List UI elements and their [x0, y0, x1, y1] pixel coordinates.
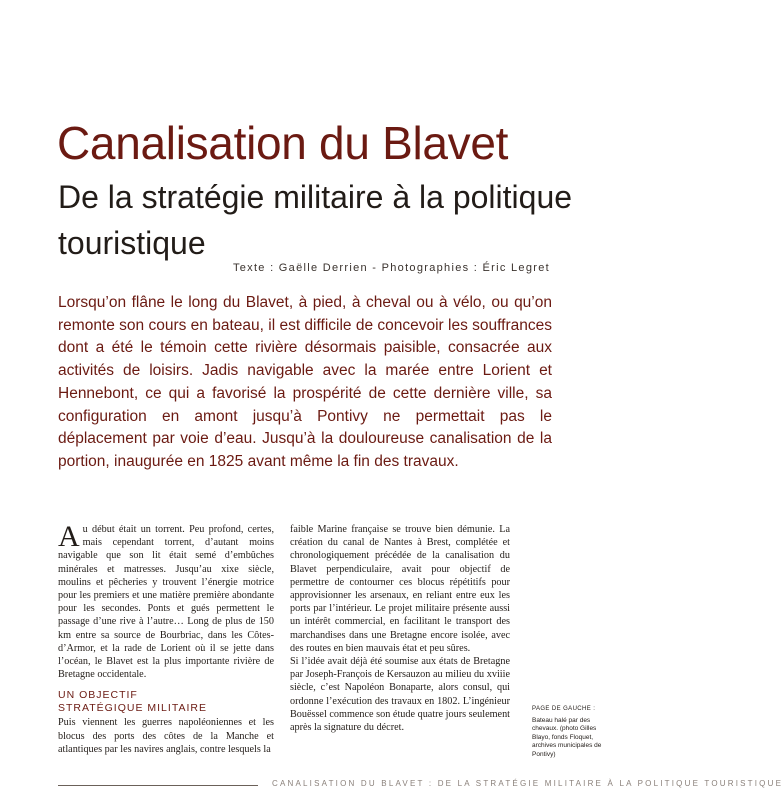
- drop-cap: A: [58, 520, 80, 553]
- section-heading-line: STRATÉGIQUE MILITAIRE: [58, 702, 207, 715]
- column-paragraph: Puis viennent les guerres napoléoniennes et les blocus des ports des côtes de la Manche et atlantiques par les navires anglais, contre lesquels la: [58, 717, 274, 755]
- section-heading: [58, 689, 274, 715]
- article-title: Canalisation du Blavet: [57, 116, 509, 169]
- column-paragraph: u début était un torrent. Peu profond, certes, mais cependant torrent, d’autant moins navigable que son lit était semé d’embûches minérales et matresses. Jusqu’au xixe siècle, moulins et pêcheries y trouvent l’énergie motrice pour les premiers et une matière première abondante pour les secondes. Ponts et gués permettent le passage d’une rive à l’autre… Long de plus de 150 km entre sa source de Bourbriac, dans les Côtes-d’Armor, et la rade de Lorient où il se jette dans l’océan, le Blavet est la plus importante rivière de Bretagne occidentale.: [58, 524, 274, 681]
- caption-heading: PAGE DE GAUCHE :: [532, 706, 596, 712]
- photo-caption: [532, 705, 610, 760]
- footer-rule: [58, 785, 258, 786]
- section-heading-line: UN OBJECTIF: [58, 689, 138, 702]
- caption-text: Bateau halé par des chevaux. (photo Gilles Blayo, fonds Floquet, archives municipales de Pontivy): [532, 716, 602, 758]
- text-column-right: [290, 523, 510, 734]
- running-footer: CANALISATION DU BLAVET : DE LA STRATÉGIE MILITAIRE À LA POLITIQUE TOURISTIQUE: [272, 779, 783, 788]
- article-subtitle: De la stratégie militaire à la politique touristique: [58, 178, 573, 261]
- credits-line: Texte : Gaëlle Derrien - Photographies : Éric Legret: [232, 262, 550, 274]
- intro-paragraph: Lorsqu’on flâne le long du Blavet, à pied, à cheval ou à vélo, ou qu’on remonte son cours en bateau, il est difficile de concevoir les souffrances dont a été le témoin cette rivière désormais paisible, consacrée aux activités de loisirs. Jadis navigable avec la marée entre Lorient et Hennebont, ce qui a favorisé la prospérité de cette dernière ville, sa configuration en amont jusqu’à Pontivy ne permettait pas le déplacement par voie d’eau. Jusqu’à la douloureuse canalisation de la portion, inaugurée en 1825 avant même la fin des travaux.: [58, 294, 552, 470]
- text-column-left: [58, 520, 274, 756]
- column-paragraph: faible Marine française se trouve bien démunie. La création du canal de Nantes à Brest, complétée et chronologiquement précédée de la canalisation du Blavet perpendiculaire, avait pour objectif de permettre de contourner ces blocus répétitifs pour approvisionner les arsenaux, en reliant entre eux les ports par l’intérieur. Le projet militaire présente aussi un intérêt commercial, en facilitant le transport des marchandises dans une Bretagne encore isolée, avec des routes en bien mauvais état et peu sûres.: [290, 524, 510, 654]
- column-paragraph: Si l’idée avait déjà été soumise aux états de Bretagne par Joseph-François de Kersauzon au milieu du xviiie siècle, c’est Napoléon Bonaparte, alors consul, qui ordonne l’exécution des travaux en 1802. L’ingénieur Bouëssel commence son étude quatre jours seulement après la signature du décret.: [290, 656, 510, 734]
